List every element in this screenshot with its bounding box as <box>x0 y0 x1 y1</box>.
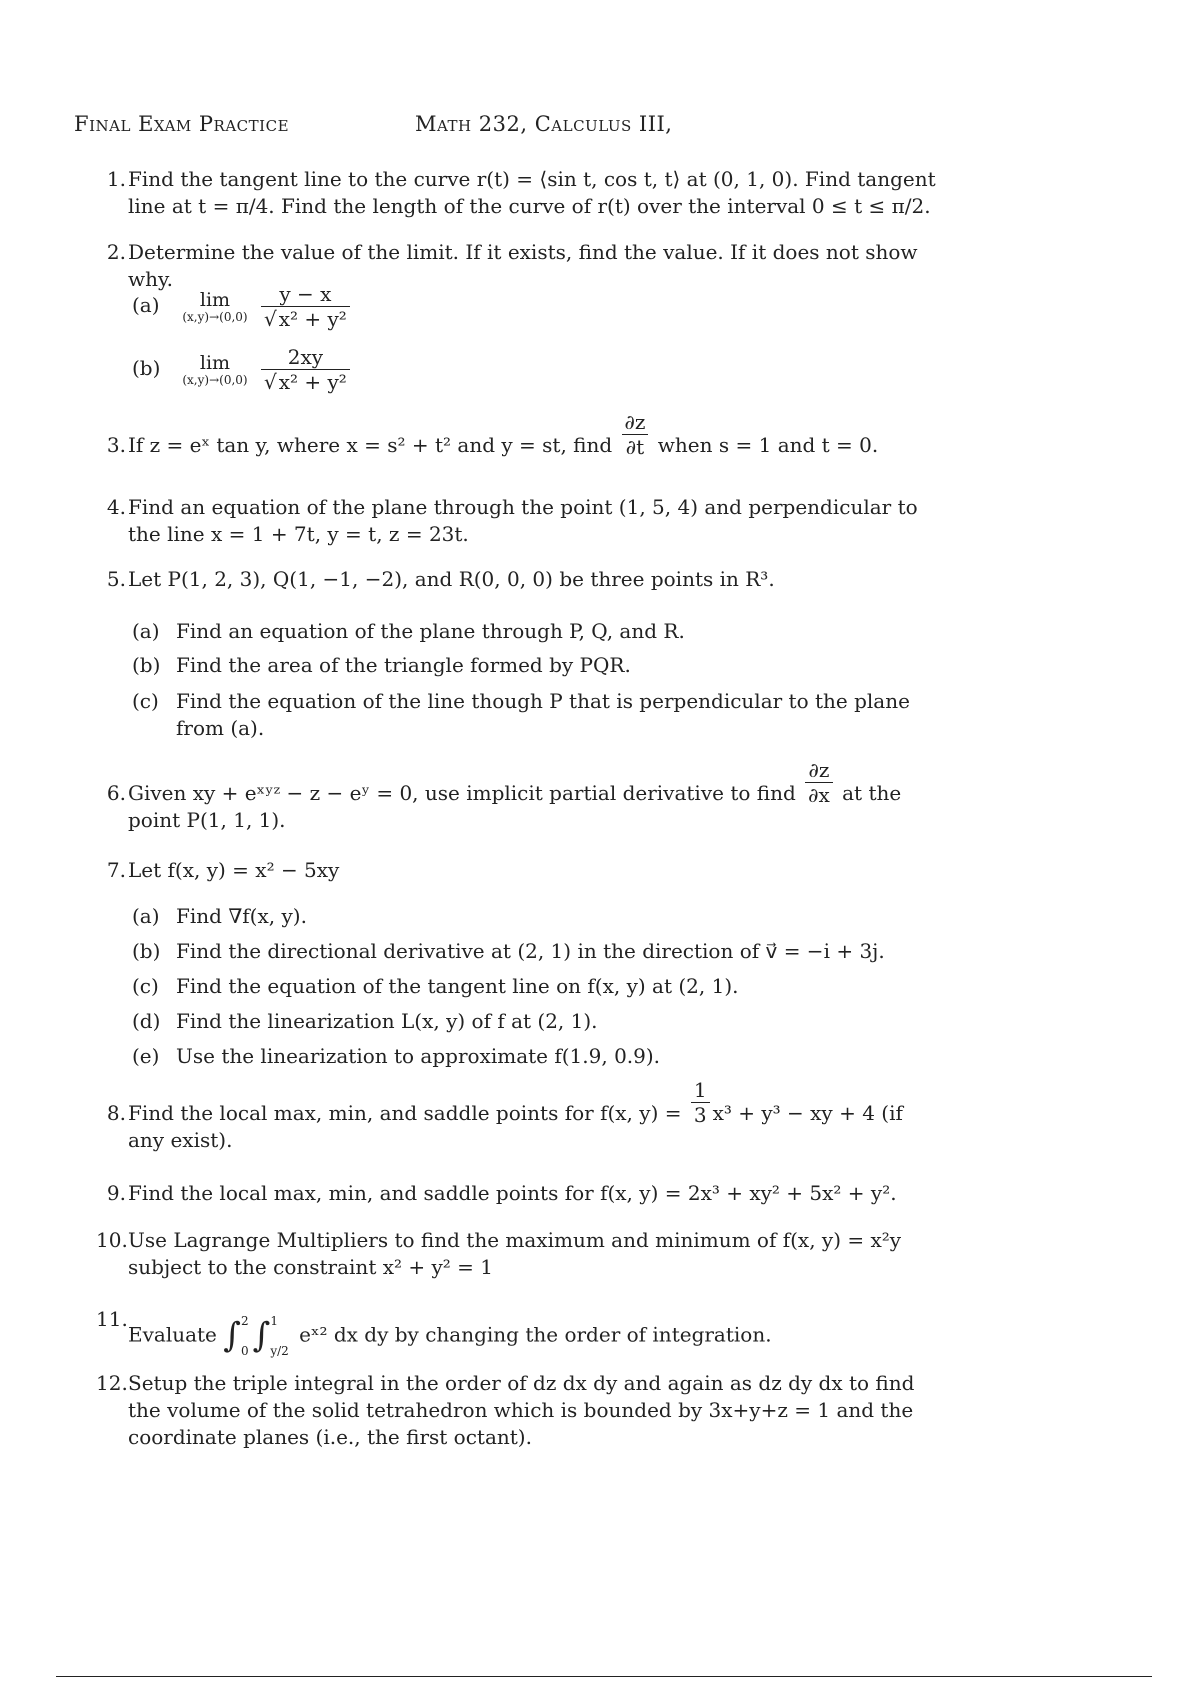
limit-operator <box>182 290 247 324</box>
question-12 <box>96 1370 942 1451</box>
question-text: Setup the triple integral in the order of dz dx dy and again as dz dy dx to find the volume of the solid tetrahedron which is bounded by 3x+y+z = 1 and the coordinate planes (i.e., the first octant). <box>128 1371 915 1449</box>
part-label: (a) <box>132 904 160 928</box>
question-6 <box>96 758 942 834</box>
question-number: 2. <box>106 240 126 264</box>
outer-upper-limit: 2 <box>240 1314 249 1328</box>
part-label: (b) <box>132 653 161 677</box>
question-text: Let f(x, y) = x² − 5xy <box>128 858 340 882</box>
part-text: Find ∇f(x, y). <box>176 904 307 928</box>
inner-lower-limit: y/2 <box>270 1344 289 1358</box>
fraction-denominator: ∂t <box>625 435 645 459</box>
integral-sign-outer: ∫ <box>223 1315 241 1356</box>
question-number: 12. <box>96 1371 128 1395</box>
limit-operator <box>182 353 247 387</box>
question-text-after: (if any exist). <box>128 1101 903 1152</box>
header-title: Final Exam Practice <box>74 112 290 136</box>
limit-fraction <box>261 345 350 394</box>
fraction-numerator: 1 <box>691 1078 710 1103</box>
question-text: Use Lagrange Multipliers to find the maximum and minimum of f(x, y) = x²y subject to the constraint x² + y² = 1 <box>128 1228 902 1279</box>
sqrt-radicand: x² + y² <box>278 307 347 331</box>
question-number: 10. <box>96 1228 128 1252</box>
part-text: Find the equation of the tangent line on f(x, y) at (2, 1). <box>176 974 739 998</box>
question-text: If z = eˣ tan y, where x = s² + t² and y = st, find <box>128 433 613 457</box>
part-label: (d) <box>132 1009 161 1033</box>
question-text: Find the local max, min, and saddle points for f(x, y) = 2x³ + xy² + 5x² + y². <box>128 1181 897 1205</box>
question-number: 8. <box>106 1101 126 1125</box>
fraction-denominator: √ x² + y² <box>263 370 347 394</box>
question-10 <box>96 1227 942 1281</box>
question-number: 3. <box>106 433 126 457</box>
part-text: Find the area of the triangle formed by PQR. <box>176 653 631 677</box>
q7-part-c <box>132 973 942 1000</box>
fraction-numerator: 2xy <box>261 345 350 370</box>
q7-part-e <box>132 1043 942 1070</box>
part-text: Find the equation of the line though P that is perpendicular to the plane from (a). <box>176 689 910 740</box>
question-4 <box>96 494 942 548</box>
one-third-fraction <box>691 1078 710 1127</box>
outer-limits <box>241 1306 249 1366</box>
header-course: Math 232, Calculus III, <box>415 112 673 136</box>
question-text-after: when s = 1 and t = 0. <box>657 433 879 457</box>
polynomial-expression: x³ + y³ − xy + 4 <box>712 1101 875 1125</box>
integral-sign-inner: ∫ <box>252 1315 271 1356</box>
question-3 <box>96 410 942 459</box>
limit-fraction <box>261 282 350 331</box>
part-label: (b) <box>132 939 161 963</box>
question-number: 4. <box>106 495 126 519</box>
partial-fraction <box>622 410 649 459</box>
question-text-after: at the point P(1, 1, 1). <box>128 781 902 832</box>
question-text: Evaluate <box>128 1322 217 1347</box>
fraction-denominator: √ x² + y² <box>263 307 347 331</box>
lim-word: lim <box>199 288 231 311</box>
question-number: 9. <box>106 1181 126 1205</box>
partial-fraction <box>805 758 833 807</box>
question-5 <box>96 566 942 593</box>
q2-part-a <box>132 282 942 331</box>
part-text: Find the directional derivative at (2, 1) in the direction of v⃗ = −i + 3j. <box>176 939 885 963</box>
question-7 <box>96 857 942 884</box>
q5-part-c <box>132 688 942 742</box>
q2-part-b <box>132 345 942 394</box>
question-body <box>128 410 942 459</box>
q5-part-b <box>132 652 942 679</box>
sqrt-radicand: x² + y² <box>278 370 347 394</box>
fraction-numerator: y − x <box>261 282 350 307</box>
fraction-denominator: ∂x <box>808 783 830 807</box>
part-text: Use the linearization to approximate f(1.9, 0.9). <box>176 1044 661 1068</box>
question-text: Given xy + eˣʸᶻ − z − eʸ = 0, use implicit partial derivative to find <box>128 781 796 805</box>
question-number: 11. <box>96 1307 128 1331</box>
part-label: (a) <box>132 293 160 317</box>
q7-part-d <box>132 1008 942 1035</box>
question-number: 5. <box>106 567 126 591</box>
question-1 <box>96 166 942 220</box>
fraction-numerator: ∂z <box>805 758 833 783</box>
inner-limits <box>270 1306 288 1366</box>
question-body <box>128 1078 942 1154</box>
part-label: (a) <box>132 619 160 643</box>
fraction-numerator: ∂z <box>622 410 649 435</box>
question-text: Find the local max, min, and saddle points for f(x, y) = <box>128 1101 682 1125</box>
fraction-denominator: 3 <box>693 1103 707 1127</box>
lim-subscript: (x,y)→(0,0) <box>182 372 248 387</box>
q7-part-b <box>132 938 942 965</box>
inner-upper-limit: 1 <box>270 1314 278 1328</box>
question-text: Determine the value of the limit. If it exists, find the value. If it does not show why. <box>128 240 918 291</box>
question-body <box>128 758 942 834</box>
question-number: 7. <box>106 858 126 882</box>
question-text: Let P(1, 2, 3), Q(1, −1, −2), and R(0, 0, 0) be three points in R³. <box>128 567 775 591</box>
question-number: 1. <box>106 167 126 191</box>
q7-part-a <box>132 903 942 930</box>
question-number: 6. <box>106 781 126 805</box>
question-text: Find the tangent line to the curve r(t) = ⟨sin t, cos t, t⟩ at (0, 1, 0). Find tangent line at t = π/4. Find the length of the curve of r(t) over the interval 0 ≤ t ≤ π/2. <box>128 167 936 218</box>
q5-part-a <box>132 618 942 645</box>
part-text: Find the linearization L(x, y) of f at (2, 1). <box>176 1009 598 1033</box>
outer-lower-limit: 0 <box>240 1344 249 1358</box>
question-8 <box>96 1078 942 1154</box>
footer-divider <box>56 1676 1152 1677</box>
part-label: (e) <box>132 1044 160 1068</box>
part-text: Find an equation of the plane through P, Q, and R. <box>176 619 685 643</box>
question-text-after: eˣ² dx dy by changing the order of integration. <box>299 1322 772 1347</box>
part-label: (b) <box>132 356 161 380</box>
lim-subscript: (x,y)→(0,0) <box>182 309 248 324</box>
part-label: (c) <box>132 974 159 998</box>
question-text: Find an equation of the plane through the point (1, 5, 4) and perpendicular to the line x = 1 + 7t, y = t, z = 23t. <box>128 495 918 546</box>
question-9 <box>96 1180 942 1207</box>
question-11 <box>96 1306 942 1366</box>
lim-word: lim <box>199 351 231 374</box>
part-label: (c) <box>132 689 159 713</box>
question-body <box>128 1306 942 1366</box>
